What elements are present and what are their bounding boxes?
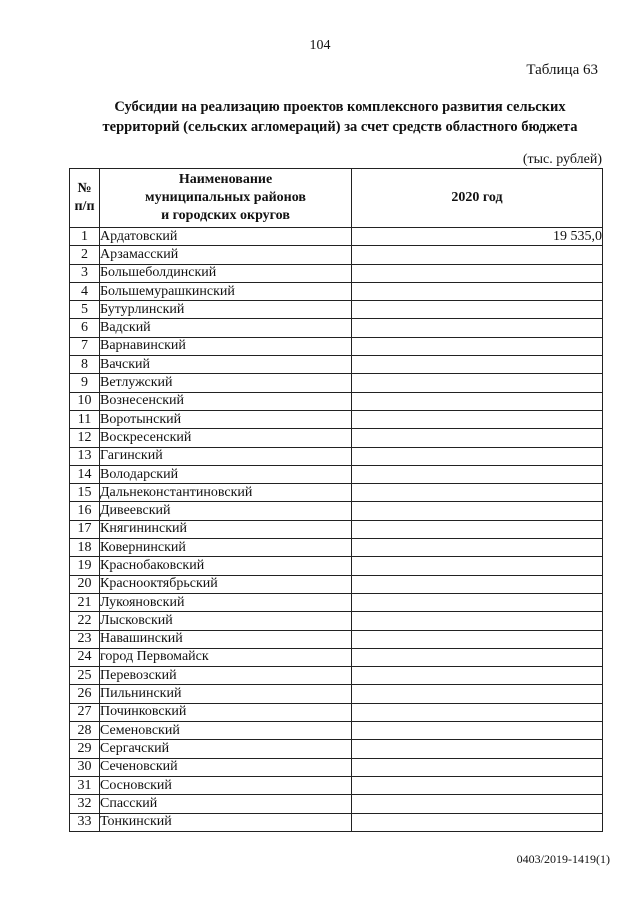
- table-row: [70, 264, 603, 282]
- row-number: 8: [70, 356, 100, 374]
- row-number: 19: [70, 557, 100, 575]
- row-number: 29: [70, 740, 100, 758]
- table-row: [70, 722, 603, 740]
- table-row: [70, 630, 603, 648]
- row-number: 24: [70, 648, 100, 666]
- table-row: [70, 740, 603, 758]
- row-number: 21: [70, 593, 100, 611]
- subsidy-value: [352, 813, 603, 831]
- table-row: [70, 520, 603, 538]
- row-number: 1: [70, 228, 100, 246]
- header-name-line-3: и городских округов: [161, 208, 290, 223]
- subsidy-value: [352, 410, 603, 428]
- table-row: [70, 593, 603, 611]
- row-number: 4: [70, 282, 100, 300]
- row-number: 10: [70, 392, 100, 410]
- row-number: 5: [70, 301, 100, 319]
- row-number: 31: [70, 776, 100, 794]
- subsidy-value: [352, 264, 603, 282]
- row-number: 32: [70, 795, 100, 813]
- row-number: 6: [70, 319, 100, 337]
- subsidy-value: [352, 447, 603, 465]
- subsidy-value: 19 535,0: [352, 228, 603, 246]
- subsidy-value: [352, 484, 603, 502]
- district-name: Большеболдинский: [100, 264, 352, 282]
- row-number: 18: [70, 539, 100, 557]
- subsidy-value: [352, 776, 603, 794]
- table-row: [70, 319, 603, 337]
- row-number: 30: [70, 758, 100, 776]
- district-name: Большемурашкинский: [100, 282, 352, 300]
- header-name-line-2: муниципальных районов: [145, 190, 306, 205]
- district-name: Вачский: [100, 356, 352, 374]
- district-name: Лукояновский: [100, 593, 352, 611]
- row-number: 25: [70, 667, 100, 685]
- table-header-row: [70, 169, 603, 228]
- row-number: 13: [70, 447, 100, 465]
- table-row: [70, 392, 603, 410]
- district-name: Дивеевский: [100, 502, 352, 520]
- table-row: [70, 282, 603, 300]
- district-name: Дальнеконстантиновский: [100, 484, 352, 502]
- subsidy-value: [352, 703, 603, 721]
- subsidy-value: [352, 282, 603, 300]
- district-name: Бутурлинский: [100, 301, 352, 319]
- table-row: [70, 374, 603, 392]
- row-number: 20: [70, 575, 100, 593]
- table-row: [70, 758, 603, 776]
- row-number: 17: [70, 520, 100, 538]
- table-row: [70, 246, 603, 264]
- subsidy-value: [352, 337, 603, 355]
- table-row: [70, 447, 603, 465]
- district-name: Вадский: [100, 319, 352, 337]
- district-name: Краснооктябрьский: [100, 575, 352, 593]
- document-code: 0403/2019-1419(1): [516, 852, 610, 866]
- row-number: 16: [70, 502, 100, 520]
- district-name: Спасский: [100, 795, 352, 813]
- table-row: [70, 410, 603, 428]
- subsidy-value: [352, 246, 603, 264]
- table-row: [70, 813, 603, 831]
- district-name: Сергачский: [100, 740, 352, 758]
- subsidy-value: [352, 612, 603, 630]
- district-name: Навашинский: [100, 630, 352, 648]
- row-number: 22: [70, 612, 100, 630]
- table-row: [70, 539, 603, 557]
- subsidy-value: [352, 648, 603, 666]
- row-number: 3: [70, 264, 100, 282]
- table-row: [70, 648, 603, 666]
- header-number-line-1: №: [77, 181, 92, 196]
- table-row: [70, 228, 603, 246]
- district-name: Гагинский: [100, 447, 352, 465]
- row-number: 28: [70, 722, 100, 740]
- header-name: [100, 169, 352, 228]
- header-number: [70, 169, 100, 228]
- document-title: [60, 97, 620, 137]
- table-row: [70, 575, 603, 593]
- row-number: 11: [70, 410, 100, 428]
- subsidy-value: [352, 301, 603, 319]
- row-number: 15: [70, 484, 100, 502]
- table-row: [70, 429, 603, 447]
- district-name: Володарский: [100, 465, 352, 483]
- table-row: [70, 557, 603, 575]
- subsidy-value: [352, 374, 603, 392]
- table-row: [70, 337, 603, 355]
- district-name: Княгининский: [100, 520, 352, 538]
- subsidy-value: [352, 465, 603, 483]
- header-year: 2020 год: [352, 169, 603, 228]
- table-row: [70, 301, 603, 319]
- district-name: Воротынский: [100, 410, 352, 428]
- subsidy-value: [352, 319, 603, 337]
- table-row: [70, 502, 603, 520]
- table-label: Таблица 63: [526, 62, 598, 78]
- district-name: Ветлужский: [100, 374, 352, 392]
- units-label: (тыс. рублей): [522, 152, 602, 167]
- row-number: 7: [70, 337, 100, 355]
- district-name: Ардатовский: [100, 228, 352, 246]
- subsidy-value: [352, 392, 603, 410]
- row-number: 26: [70, 685, 100, 703]
- district-name: Перевозский: [100, 667, 352, 685]
- header-number-line-2: п/п: [74, 199, 95, 214]
- district-name: Вознесенский: [100, 392, 352, 410]
- table-row: [70, 667, 603, 685]
- subsidy-value: [352, 685, 603, 703]
- title-line-1: Субсидии на реализацию проектов комплексного развития сельских: [114, 99, 566, 115]
- table-row: [70, 612, 603, 630]
- subsidy-value: [352, 575, 603, 593]
- table-row: [70, 484, 603, 502]
- row-number: 12: [70, 429, 100, 447]
- district-name: Воскресенский: [100, 429, 352, 447]
- subsidy-value: [352, 740, 603, 758]
- row-number: 14: [70, 465, 100, 483]
- district-name: Сеченовский: [100, 758, 352, 776]
- table-row: [70, 685, 603, 703]
- table-row: [70, 465, 603, 483]
- header-name-line-1: Наименование: [178, 172, 273, 187]
- district-name: Починковский: [100, 703, 352, 721]
- district-name: Лысковский: [100, 612, 352, 630]
- row-number: 23: [70, 630, 100, 648]
- subsidy-value: [352, 557, 603, 575]
- subsidy-value: [352, 630, 603, 648]
- district-name: Ковернинский: [100, 539, 352, 557]
- district-name: Варнавинский: [100, 337, 352, 355]
- row-number: 2: [70, 246, 100, 264]
- subsidies-table: [69, 168, 603, 832]
- district-name: Краснобаковский: [100, 557, 352, 575]
- subsidy-value: [352, 593, 603, 611]
- subsidy-value: [352, 758, 603, 776]
- table-row: [70, 356, 603, 374]
- district-name: Семеновский: [100, 722, 352, 740]
- table-row: [70, 795, 603, 813]
- row-number: 9: [70, 374, 100, 392]
- subsidy-value: [352, 795, 603, 813]
- district-name: Тонкинский: [100, 813, 352, 831]
- title-line-2: территорий (сельских агломераций) за счет средств областного бюджета: [102, 119, 578, 135]
- district-name: Сосновский: [100, 776, 352, 794]
- district-name: город Первомайск: [100, 648, 352, 666]
- subsidy-value: [352, 667, 603, 685]
- row-number: 33: [70, 813, 100, 831]
- district-name: Пильнинский: [100, 685, 352, 703]
- table-row: [70, 776, 603, 794]
- subsidy-value: [352, 356, 603, 374]
- subsidy-value: [352, 429, 603, 447]
- subsidy-value: [352, 722, 603, 740]
- district-name: Арзамасский: [100, 246, 352, 264]
- row-number: 27: [70, 703, 100, 721]
- page-number: 104: [309, 38, 331, 53]
- subsidy-value: [352, 539, 603, 557]
- subsidy-value: [352, 502, 603, 520]
- subsidy-value: [352, 520, 603, 538]
- table-row: [70, 703, 603, 721]
